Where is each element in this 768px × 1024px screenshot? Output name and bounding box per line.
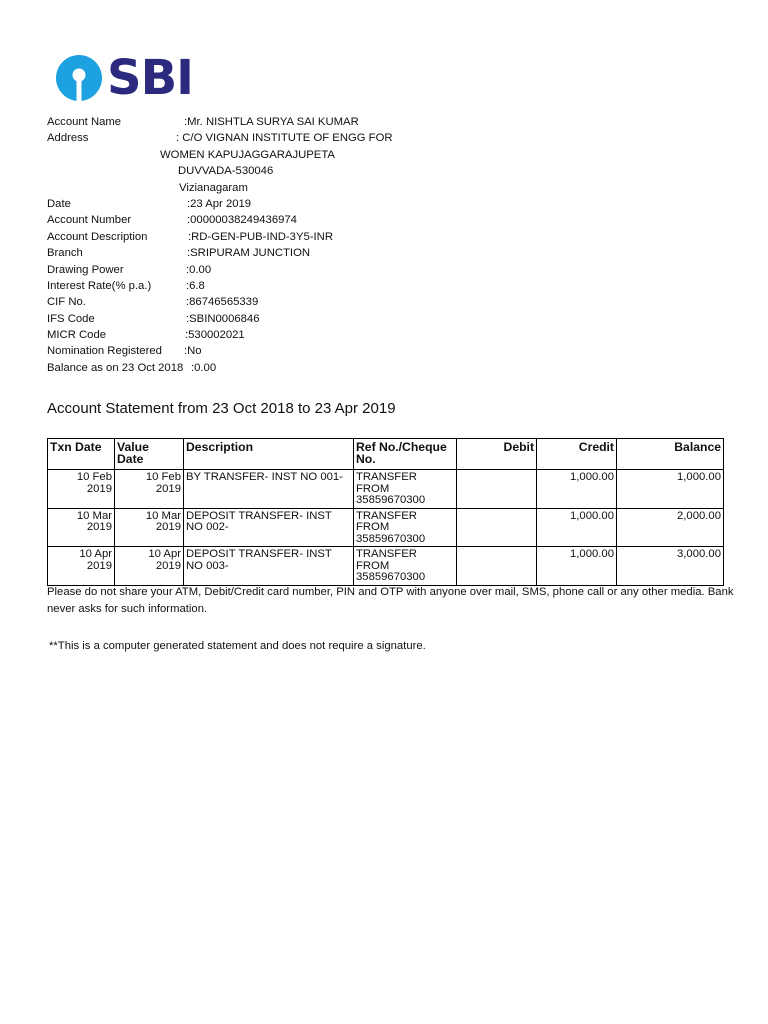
statement-title: Account Statement from 23 Oct 2018 to 23 Apr 2019	[47, 400, 396, 417]
account-number-label: Account Number	[47, 214, 132, 227]
cell-text: 2019	[86, 559, 112, 572]
cell-text: FROM	[356, 482, 390, 495]
cell-balance: 3,000.00	[617, 547, 724, 586]
sbi-keyhole-icon	[55, 54, 103, 102]
drawing-power-value: :0.00	[186, 263, 212, 276]
cell-value-date	[115, 508, 184, 547]
account-description-value: :RD-GEN-PUB-IND-3Y5-INR	[188, 230, 333, 243]
micr-value: :530002021	[185, 329, 245, 342]
sbi-logo	[55, 52, 193, 104]
address-line-4: Vizianagaram	[179, 181, 248, 194]
header-ref	[354, 439, 457, 470]
cell-text: 35859670300	[356, 571, 426, 583]
header-debit: Debit	[457, 439, 537, 470]
cell-credit: 1,000.00	[537, 547, 617, 586]
cell-text: DEPOSIT TRANSFER- INST	[186, 548, 332, 560]
opening-balance-label: Balance as on 23 Oct 2018	[47, 361, 184, 374]
cell-balance: 2,000.00	[617, 508, 724, 547]
cell-text: 2019	[155, 521, 181, 533]
cell-text: 2019	[86, 521, 112, 533]
cell-debit	[457, 508, 537, 547]
cell-text: 35859670300	[356, 532, 426, 545]
cell-text: 2019	[86, 482, 112, 495]
address-line-3: DUVVADA-530046	[178, 165, 274, 178]
header-txn-date: Txn Date	[48, 439, 115, 470]
nomination-value: :No	[184, 345, 202, 358]
cell-txn-date	[48, 547, 115, 586]
cell-credit: 1,000.00	[537, 508, 617, 547]
account-number-value: :00000038249436974	[187, 214, 297, 227]
header-value-date-line-2: Date	[117, 452, 144, 466]
cell-txn-date	[48, 508, 115, 547]
cell-text: 10 Apr	[79, 548, 112, 560]
transactions-table	[47, 438, 724, 586]
cell-balance: 1,000.00	[617, 470, 724, 509]
cell-text: 2019	[155, 559, 181, 572]
branch-label: Branch	[47, 247, 83, 260]
header-description: Description	[184, 439, 354, 470]
micr-label: MICR Code	[47, 329, 107, 342]
drawing-power-label: Drawing Power	[47, 263, 124, 276]
cif-value: :86746565339	[186, 296, 259, 309]
header-ref-line-1: Ref No./Cheque	[356, 440, 447, 454]
cell-text: 10 Mar	[145, 509, 181, 522]
account-description-label: Account Description	[47, 230, 148, 243]
security-note: Please do not share your ATM, Debit/Credit card number, PIN and OTP with anyone over mail, SMS, phone call or any other media. Bank never asks for such information.	[47, 586, 734, 615]
account-name-value: :Mr. NISHTLA SURYA SAI KUMAR	[184, 116, 359, 128]
cell-text: 10 Apr	[148, 548, 181, 560]
date-label: Date	[47, 197, 71, 210]
cell-text: 2019	[155, 482, 181, 495]
header-balance: Balance	[617, 439, 724, 470]
cell-ref	[354, 547, 457, 586]
table-row	[48, 470, 724, 509]
address-line-2: WOMEN KAPUJAGGARAJUPETA	[160, 148, 335, 161]
interest-rate-label: Interest Rate(% p.a.)	[47, 279, 152, 292]
account-name-label: Account Name	[47, 116, 122, 128]
opening-balance-value: :0.00	[191, 361, 217, 374]
cell-text: FROM	[356, 559, 390, 572]
cell-value-date	[115, 470, 184, 509]
cell-credit: 1,000.00	[537, 470, 617, 509]
cell-text: 35859670300	[356, 494, 426, 506]
cell-text: DEPOSIT TRANSFER- INST	[186, 509, 332, 522]
logo-text: SBI	[107, 50, 194, 106]
cell-description	[184, 508, 354, 547]
cell-text: TRANSFER	[356, 471, 417, 483]
table-row	[48, 508, 724, 547]
cell-ref	[354, 508, 457, 547]
cell-description	[184, 547, 354, 586]
cif-label: CIF No.	[47, 296, 86, 309]
cell-text: NO 002-	[186, 521, 229, 533]
cell-text: BY TRANSFER- INST NO 001-	[186, 471, 343, 483]
cell-text: TRANSFER	[356, 509, 417, 522]
cell-text: 10 Mar	[76, 509, 112, 522]
address-label: Address	[47, 132, 89, 145]
computer-generated-note: **This is a computer generated statement and does not require a signature.	[49, 640, 426, 652]
cell-txn-date	[48, 470, 115, 509]
nomination-label: Nomination Registered	[47, 345, 162, 358]
address-line-1: : C/O VIGNAN INSTITUTE OF ENGG FOR	[176, 132, 393, 145]
cell-description	[184, 470, 354, 509]
cell-text: 10 Feb	[76, 471, 112, 483]
date-value: :23 Apr 2019	[187, 197, 252, 210]
table-header-row	[48, 439, 724, 470]
header-value-date	[115, 439, 184, 470]
ifs-label: IFS Code	[47, 312, 95, 325]
cell-debit	[457, 547, 537, 586]
cell-debit	[457, 470, 537, 509]
header-credit: Credit	[537, 439, 617, 470]
cell-ref	[354, 470, 457, 509]
table-row	[48, 547, 724, 586]
cell-text: FROM	[356, 521, 390, 533]
cell-text: 10 Feb	[145, 471, 181, 483]
cell-text: NO 003-	[186, 559, 229, 572]
cell-value-date	[115, 547, 184, 586]
branch-value: :SRIPURAM JUNCTION	[187, 247, 311, 260]
interest-rate-value: :6.8	[186, 279, 205, 292]
header-value-date-line-1: Value	[117, 440, 149, 454]
ifs-value: :SBIN0006846	[186, 312, 260, 325]
cell-text: TRANSFER	[356, 548, 417, 560]
header-ref-line-2: No.	[356, 452, 376, 466]
